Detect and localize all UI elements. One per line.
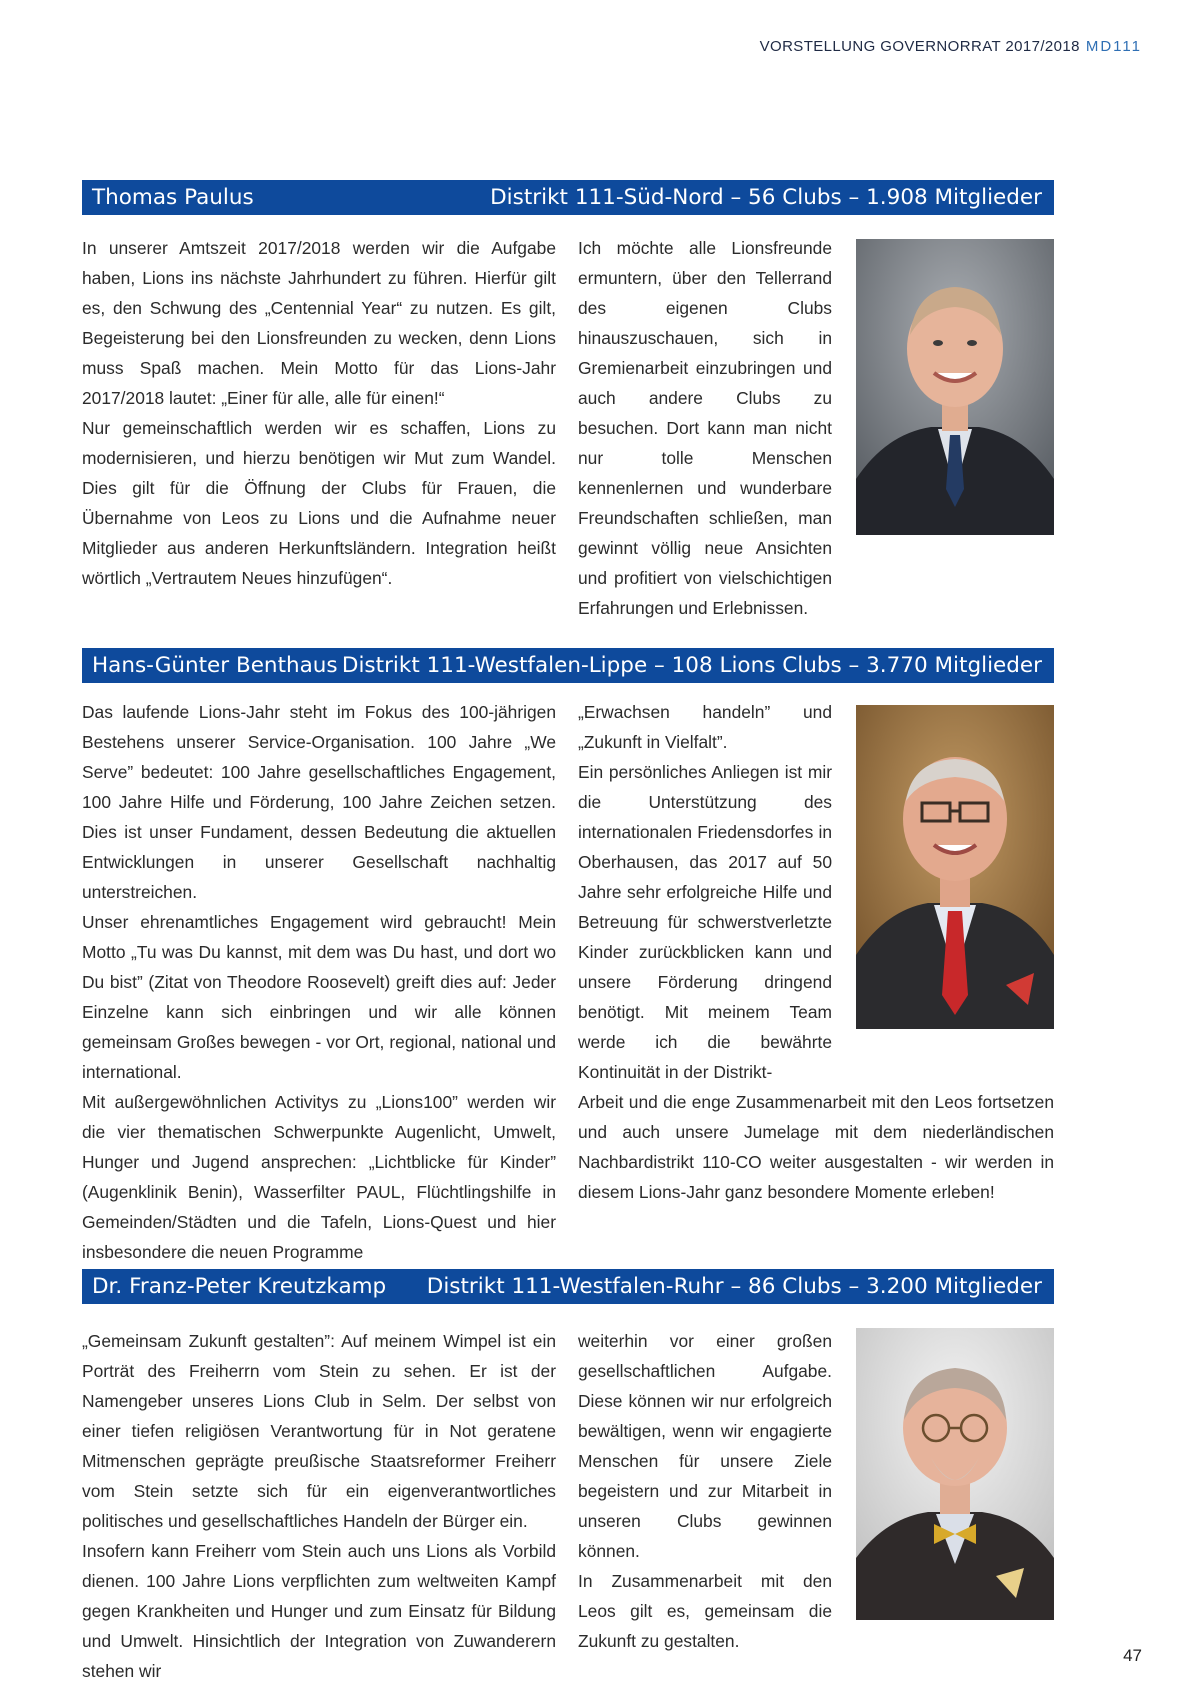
left-column [82,697,556,1267]
header-badge: MD111 [1085,38,1142,55]
paragraph: „Erwachsen handeln” und „Zukunft in Vielfalt”. [578,702,832,752]
right-column-continued [578,1087,1054,1207]
profile-section-3 [82,1269,1054,1681]
paragraph: In unserer Amtszeit 2017/2018 werden wir die Aufgabe haben, Lions ins nächste Jahrhundert zu führen. Hierfür gilt es, den Schwung des „Centennial Year“ zu nutzen. Es gilt, Begeisterung bei den Lionsfreunden zu wecken, denn Lions muss Spaß machen. Mein Motto für das Lions-Jahr 2017/2018 lautet: „Einer für alle, alle für einen!“ [82,238,556,408]
portrait-photo [856,239,1054,535]
right-column [578,1326,832,1656]
paragraph: Ein persönliches Anliegen ist mir die Unterstützung des internationalen Friedensdorfes in Oberhausen, das 2017 auf 50 Jahre sehr erfolgreiche Hilfe und Betreuung für schwerstverletzte Kinder zurückblicken kann und unsere Förderung dringend benötigt. Mit meinem Team werde ich die bewährte Kontinuität in der Distrikt- [578,762,832,1082]
portrait-photo [856,1328,1054,1620]
district-info: Distrikt 111-Süd-Nord – 56 Clubs – 1.908 Mitglieder [490,185,1042,210]
district-info: Distrikt 111-Westfalen-Ruhr – 86 Clubs – 3.200 Mitglieder [426,1274,1042,1299]
member-name: Hans-Günter Benthaus [92,653,338,678]
paragraph: Unser ehrenamtliches Engagement wird gebraucht! Mein Motto „Tu was Du kannst, mit dem was Du hast, und dort wo Du bist” (Zitat von Theodore Roosevelt) greift dies auf: Jeder Einzelne kann sich einbringen und wir alle können gemeinsam Großes bewegen - vor Ort, regional, national und international. [82,912,556,1082]
paragraph: weiterhin vor einer großen gesellschaftlichen Aufgabe. Diese können wir nur erfolgreich bewältigen, wenn wir engagierte Menschen für unsere Ziele begeistern und zur Mitarbeit in unseren Clubs gewinnen können. [578,1331,832,1561]
section-banner [82,648,1054,683]
section-banner [82,180,1054,215]
right-column [578,697,832,1087]
left-column [82,1326,556,1686]
profile-section-1 [82,180,1054,618]
left-column [82,233,556,593]
header-title: VORSTELLUNG GOVERNORRAT 2017/2018 [759,38,1080,55]
profile-section-2 [82,648,1054,1262]
running-header [760,38,1142,55]
paragraph: Nur gemeinschaftlich werden wir es schaffen, Lions zu modernisieren, und hierzu benötigen wir Mut zum Wandel. Dies gilt für die Öffnung der Clubs für Frauen, die Übernahme von Leos zu Lions und die Aufnahme neuer Mitglieder aus anderen Herkunftsländern. Integration heißt wörtlich „Vertrautem Neues hinzufügen“. [82,418,556,588]
paragraph: Arbeit und die enge Zusammenarbeit mit den Leos fortsetzen und auch unsere Jumelage mit dem niederländischen Nachbardistrikt 110-CO weiter ausgestalten - wir werden in diesem Lions-Jahr ganz besondere Momente erleben! [578,1092,1054,1202]
paragraph: Insofern kann Freiherr vom Stein auch uns Lions als Vorbild dienen. 100 Jahre Lions verpflichten zum weltweiten Kampf gegen Krankheiten und Hunger und zum Einsatz für Bildung und Umwelt. Hinsichtlich der Integration von Zuwanderern stehen wir [82,1541,556,1681]
district-info: Distrikt 111-Westfalen-Lippe – 108 Lions Clubs – 3.770 Mitglieder [341,653,1042,678]
paragraph: Das laufende Lions-Jahr steht im Fokus des 100-jährigen Bestehens unserer Service-Organisation. 100 Jahre „We Serve” bedeutet: 100 Jahre gesellschaftliches Engagement, 100 Jahre Hilfe und Förderung, 100 Jahre Zeichen setzen. Dies ist unser Fundament, dessen Bedeutung die aktuellen Entwicklungen in unserer Gesellschaft nachhaltig unterstreichen. [82,702,556,902]
portrait-photo [856,705,1054,1029]
right-column [578,233,832,623]
paragraph: Mit außergewöhnlichen Activitys zu „Lions100” werden wir die vier thematischen Schwerpunkte Augenlicht, Umwelt, Hunger und Jugend ansprechen: „Lichtblicke für Kinder” (Augenklinik Benin), Wasserfilter PAUL, Flüchtlingshilfe in Gemeinden/Städten und die Tafeln, Lions-Quest und hier insbesondere die neuen Programme [82,1092,556,1262]
section-banner [82,1269,1054,1304]
page-number: 47 [1123,1646,1142,1665]
member-name: Thomas Paulus [92,185,254,210]
paragraph: Ich möchte alle Lionsfreunde ermuntern, über den Tellerrand des eigenen Clubs hinauszuschauen, sich in Gremienarbeit einzubringen und auch andere Clubs zu besuchen. Dort kann man nicht nur tolle Menschen kennenlernen und wunderbare Freundschaften schließen, man gewinnt völlig neue Ansichten und profitiert von vielschichtigen Erfahrungen und Erlebnissen. [578,238,832,618]
paragraph: „Gemeinsam Zukunft gestalten”: Auf meinem Wimpel ist ein Porträt des Freiherrn vom Stein zu sehen. Er ist der Namengeber unseres Lions Club in Selm. Der selbst von einer tiefen religiösen Verantwortung für in Not geratene Mitmenschen geprägte preußische Staatsreformer Freiherr vom Stein setzte sich für ein eigenverantwortliches politisches und gesellschaftliches Handeln der Bürger ein. [82,1331,556,1531]
paragraph: In Zusammenarbeit mit den Leos gilt es, gemeinsam die Zukunft zu gestalten. [578,1571,832,1651]
member-name: Dr. Franz-Peter Kreutzkamp [92,1274,387,1299]
